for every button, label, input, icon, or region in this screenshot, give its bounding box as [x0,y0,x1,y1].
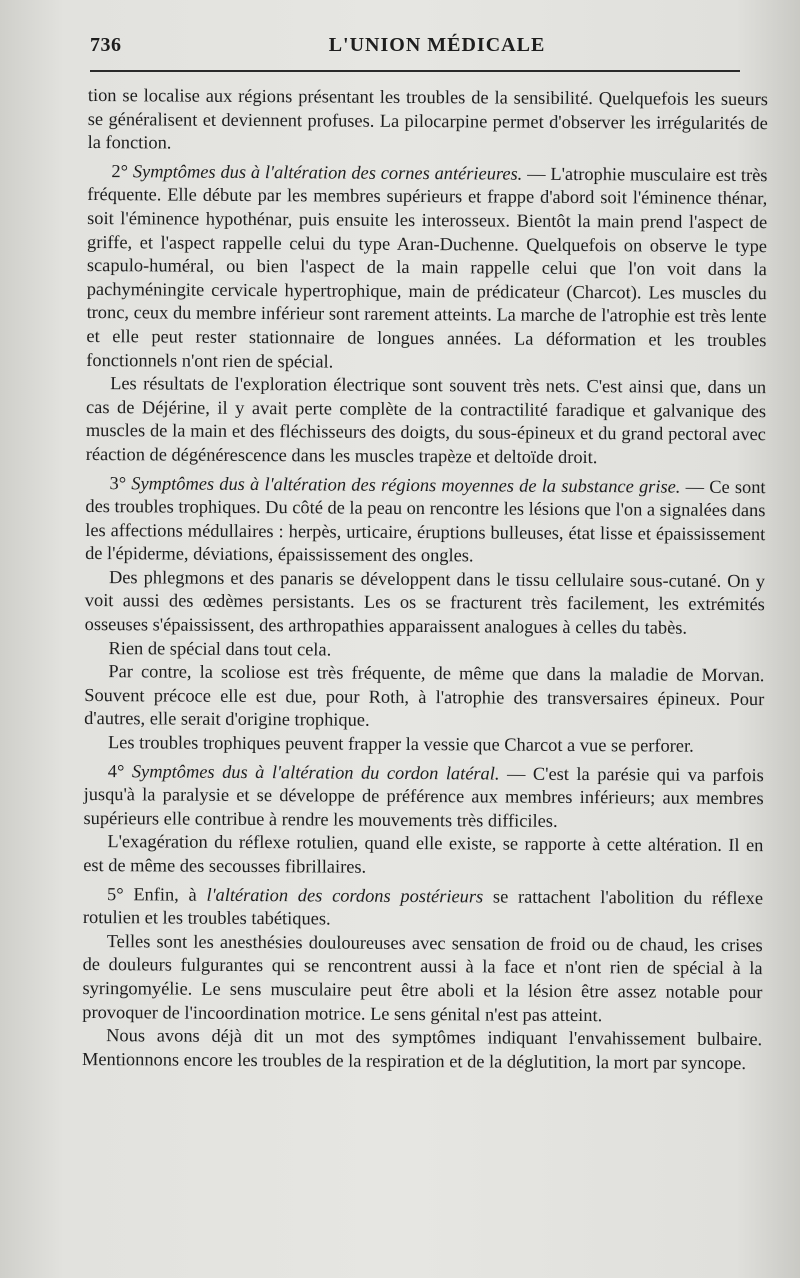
section-number: 5° Enfin, à [106,883,207,905]
section-heading: Symptômes dus à l'altération du cordon latéral. [131,760,500,784]
paragraph: L'exagération du réflexe rotulien, quand elle existe, se rapporte à cette altération. Il en est de même des secousses fibrillaires. [83,831,764,877]
paragraph-text: — C'est la parésie qui va parfois jusqu'à la paralysie et se développe de préférence aux membres inférieurs; aux membres supérieurs elle contribue à rendre les mouvements très difficiles. [83,763,764,831]
paragraph: Rien de spécial dans tout cela. [108,637,332,660]
paragraph-text: — Ce sont des troubles trophiques. Du côté de la peau on rencontre les lésions que l'on a signalées dans les affections médullaires : herpès, urticaire, éruptions bulleuses, état lisse et épaississement de l'épiderme, déviations, épaississement des ongles. [85,476,766,566]
section-number: 3° [109,472,132,493]
paragraph: Nous avons déjà dit un mot des symptômes indiquant l'envahissement bulbaire. Mentionnons encore les troubles de la respiration et de la déglutition, la mort par syncope. [81,1025,763,1073]
paragraph-section-4 [83,760,763,835]
page-header [88,34,756,64]
section-heading: Symptômes dus à l'altération des cornes antérieures. [132,161,523,184]
header-rule [90,70,740,72]
section-number: 2° [111,160,133,182]
paragraph-section-3 [85,471,766,570]
section-heading: l'altération des cordons postérieurs [206,884,484,907]
paragraph-continuation: tion se localise aux régions présentant les troubles de la sensibilité. Quelquefois les sueurs se généralisent et deviennent profuses. La pilocarpine permet d'observer les irrégularités de la fonction. [87,84,768,153]
paragraph-text: — L'atrophie musculaire est très fréquente. Elle débute par les membres supérieurs et frappe d'abord soit l'éminence thénar, soit l'éminence hypothénar, puis ensuite les interosseux. Bientôt la main prend l'aspect de griffe, et l'aspect rappelle celui du type Aran-Duchenne. Quelquefois on observe le type scapulo-huméral, ou bien l'aspect de la main rappelle celui que l'on voit dans la pachyméningite cervicale hypertrophique, main de prédicateur (Charcot). Les muscles du tronc, ceux du membre inférieur sont rarement atteints. La marche de l'atrophie est très lente et elle peut rester stationnaire de longues années. La déformation et les troubles fonctionnels n'ont rien de spécial. [86,163,768,372]
body-text [82,84,768,1075]
page-number: 736 [90,34,122,56]
paragraph: Telles sont les anesthésies douloureuses avec sensation de froid ou de chaud, les crises de douleurs fulgurantes qui se rencontrent aussi à la face et n'ont rien de spécial à la syringomyélie. Le sens musculaire peut être aboli et la lésion être assez notable pour provoquer de l'incoordination motrice. Le sens génital n'est pas atteint. [82,930,763,1025]
paragraph: Les résultats de l'exploration électrique sont souvent très nets. C'est ainsi que, dans un cas de Déjérine, il y avait perte complète de la contractilité faradique et galvanique des muscles de la main et des fléchisseurs des doigts, du sous-épineux et du grand pectoral avec réaction de dégénérescence dans les muscles trapèze et deltoïde droit. [85,373,767,468]
paragraph: Les troubles trophiques peuvent frapper la vessie que Charcot a vue se perforer. [107,732,694,756]
paragraph-text: se rattachent l'abolition du réflexe rotulien et les troubles tabétiques. [82,886,764,929]
section-heading: Symptômes dus à l'altération des régions moyennes de la substance grise. [131,472,681,497]
paragraph-section-2 [86,160,767,376]
running-title: L'UNION MÉDICALE [328,34,546,56]
paragraph: Des phlegmons et des panaris se développent dans le tissu cellulaire sous-cutané. On y voit aussi des œdèmes persistants. Les os se fracturent très facilement, les extrémités osseuses s'épaississent, des arthropathies apparaissent analogues à celles du tabès. [84,567,766,638]
paragraph: Par contre, la scoliose est très fréquente, de même que dans la maladie de Morvan. Souvent précoce elle est due, pour Roth, à l'atrophie des transversaires épineux. Pour d'autres, elle serait d'origine trophique. [84,661,765,731]
section-number: 4° [107,760,132,781]
paragraph-section-5 [83,883,763,934]
